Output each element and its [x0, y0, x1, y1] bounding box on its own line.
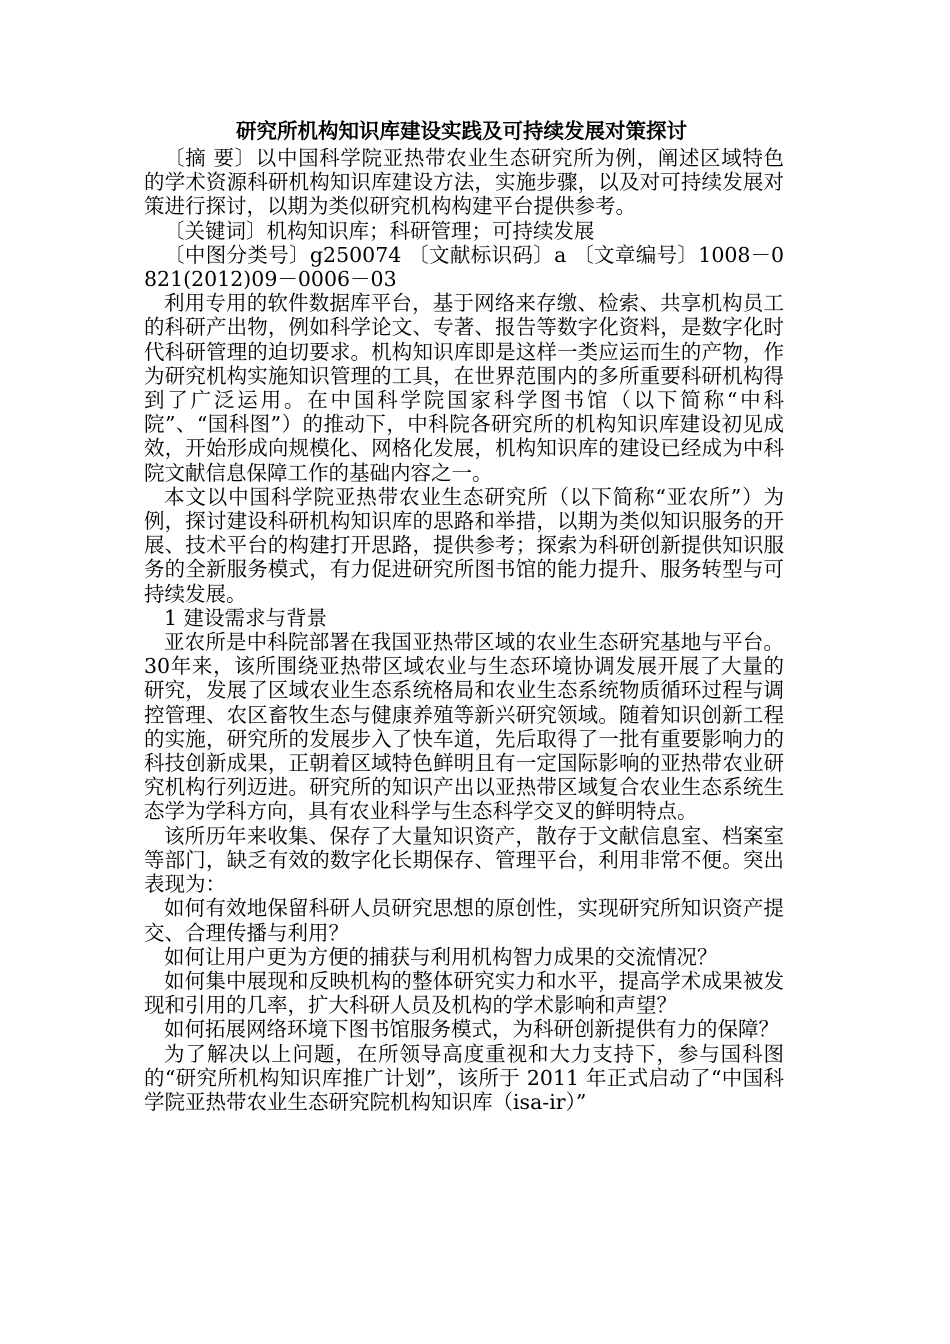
- question-item: 如何集中展现和反映机构的整体研究实力和水平，提高学术成果被发现和引用的几率，扩大科研人员及机构的学术影响和声望？: [144, 968, 784, 1018]
- classification-info: 〔中图分类号〕g250074 〔文献标识码〕a 〔文章编号〕1008－0821(2012)09－0006－03: [144, 242, 784, 292]
- body-paragraph: 亚农所是中科院部署在我国亚热带区域的农业生态研究基地与平台。30年来，该所围绕亚热带区域农业与生态环境协调发展开展了大量的研究，发展了区域农业生态系统格局和农业生态系统物质循环过程与调控管理、农区畜牧生态与健康养殖等新兴研究领域。随着知识创新工程的实施，研究所的发展步入了快车道，先后取得了一批有重要影响力的科技创新成果，正朝着区域特色鲜明且有一定国际影响的亚热带农业研究机构行列迈进。研究所的知识产出以亚热带区域复合农业生态系统生态学为学科方向，具有农业科学与生态科学交叉的鲜明特点。: [144, 630, 784, 824]
- document-title: 研究所机构知识库建设实践及可持续发展对策探讨: [236, 119, 687, 143]
- keywords: 〔关键词〕机构知识库；科研管理；可持续发展: [164, 218, 595, 243]
- document-page: [144, 118, 784, 1114]
- body-paragraph: 该所历年来收集、保存了大量知识资产，散存于文献信息室、档案室等部门，缺乏有效的数字化长期保存、管理平台，利用非常不便。突出表现为：: [144, 823, 784, 897]
- question-item: 如何让用户更为方便的捕获与利用机构智力成果的交流情况？: [164, 944, 718, 969]
- body-paragraph: 为了解决以上问题，在所领导高度重视和大力支持下，参与国科图的“研究所机构知识库推广计划”，该所于 2011 年正式启动了“中国科学院亚热带农业生态研究院机构知识库（isa-ir）”: [144, 1041, 784, 1114]
- abstract: 〔摘 要〕以中国科学院亚热带农业生态研究所为例，阐述区域特色的学术资源科研机构知识库建设方法，实施步骤，以及对可持续发展对策进行探讨，以期为类似研究机构构建平台提供参考。: [144, 146, 784, 219]
- body-paragraph: 本文以中国科学院亚热带农业生态研究所（以下简称“亚农所”）为例，探讨建设科研机构知识库的思路和举措，以期为类似知识服务的开展、技术平台的构建打开思路，提供参考；探索为科研创新提供知识服务的全新服务模式，有力促进研究所图书馆的能力提升、服务转型与可持续发展。: [144, 484, 784, 606]
- section-heading: 1 建设需求与背景: [164, 605, 328, 630]
- body-paragraph: 利用专用的软件数据库平台，基于网络来存缴、检索、共享机构员工的科研产出物，例如科学论文、专著、报告等数字化资料，是数字化时代科研管理的迫切要求。机构知识库即是这样一类应运而生的产物，作为研究机构实施知识管理的工具，在世界范围内的多所重要科研机构得到了广泛运用。在中国科学院国家科学图书馆（以下简称“中科院”、“国科图”）的推动下，中科院各研究所的机构知识库建设初见成效，开始形成向规模化、网格化发展，机构知识库的建设已经成为中科院文献信息保障工作的基础内容之一。: [144, 291, 784, 485]
- question-item: 如何有效地保留科研人员研究思想的原创性，实现研究所知识资产提交、合理传播与利用？: [144, 896, 784, 945]
- question-item: 如何拓展网络环境下图书馆服务模式，为科研创新提供有力的保障？: [164, 1017, 779, 1042]
